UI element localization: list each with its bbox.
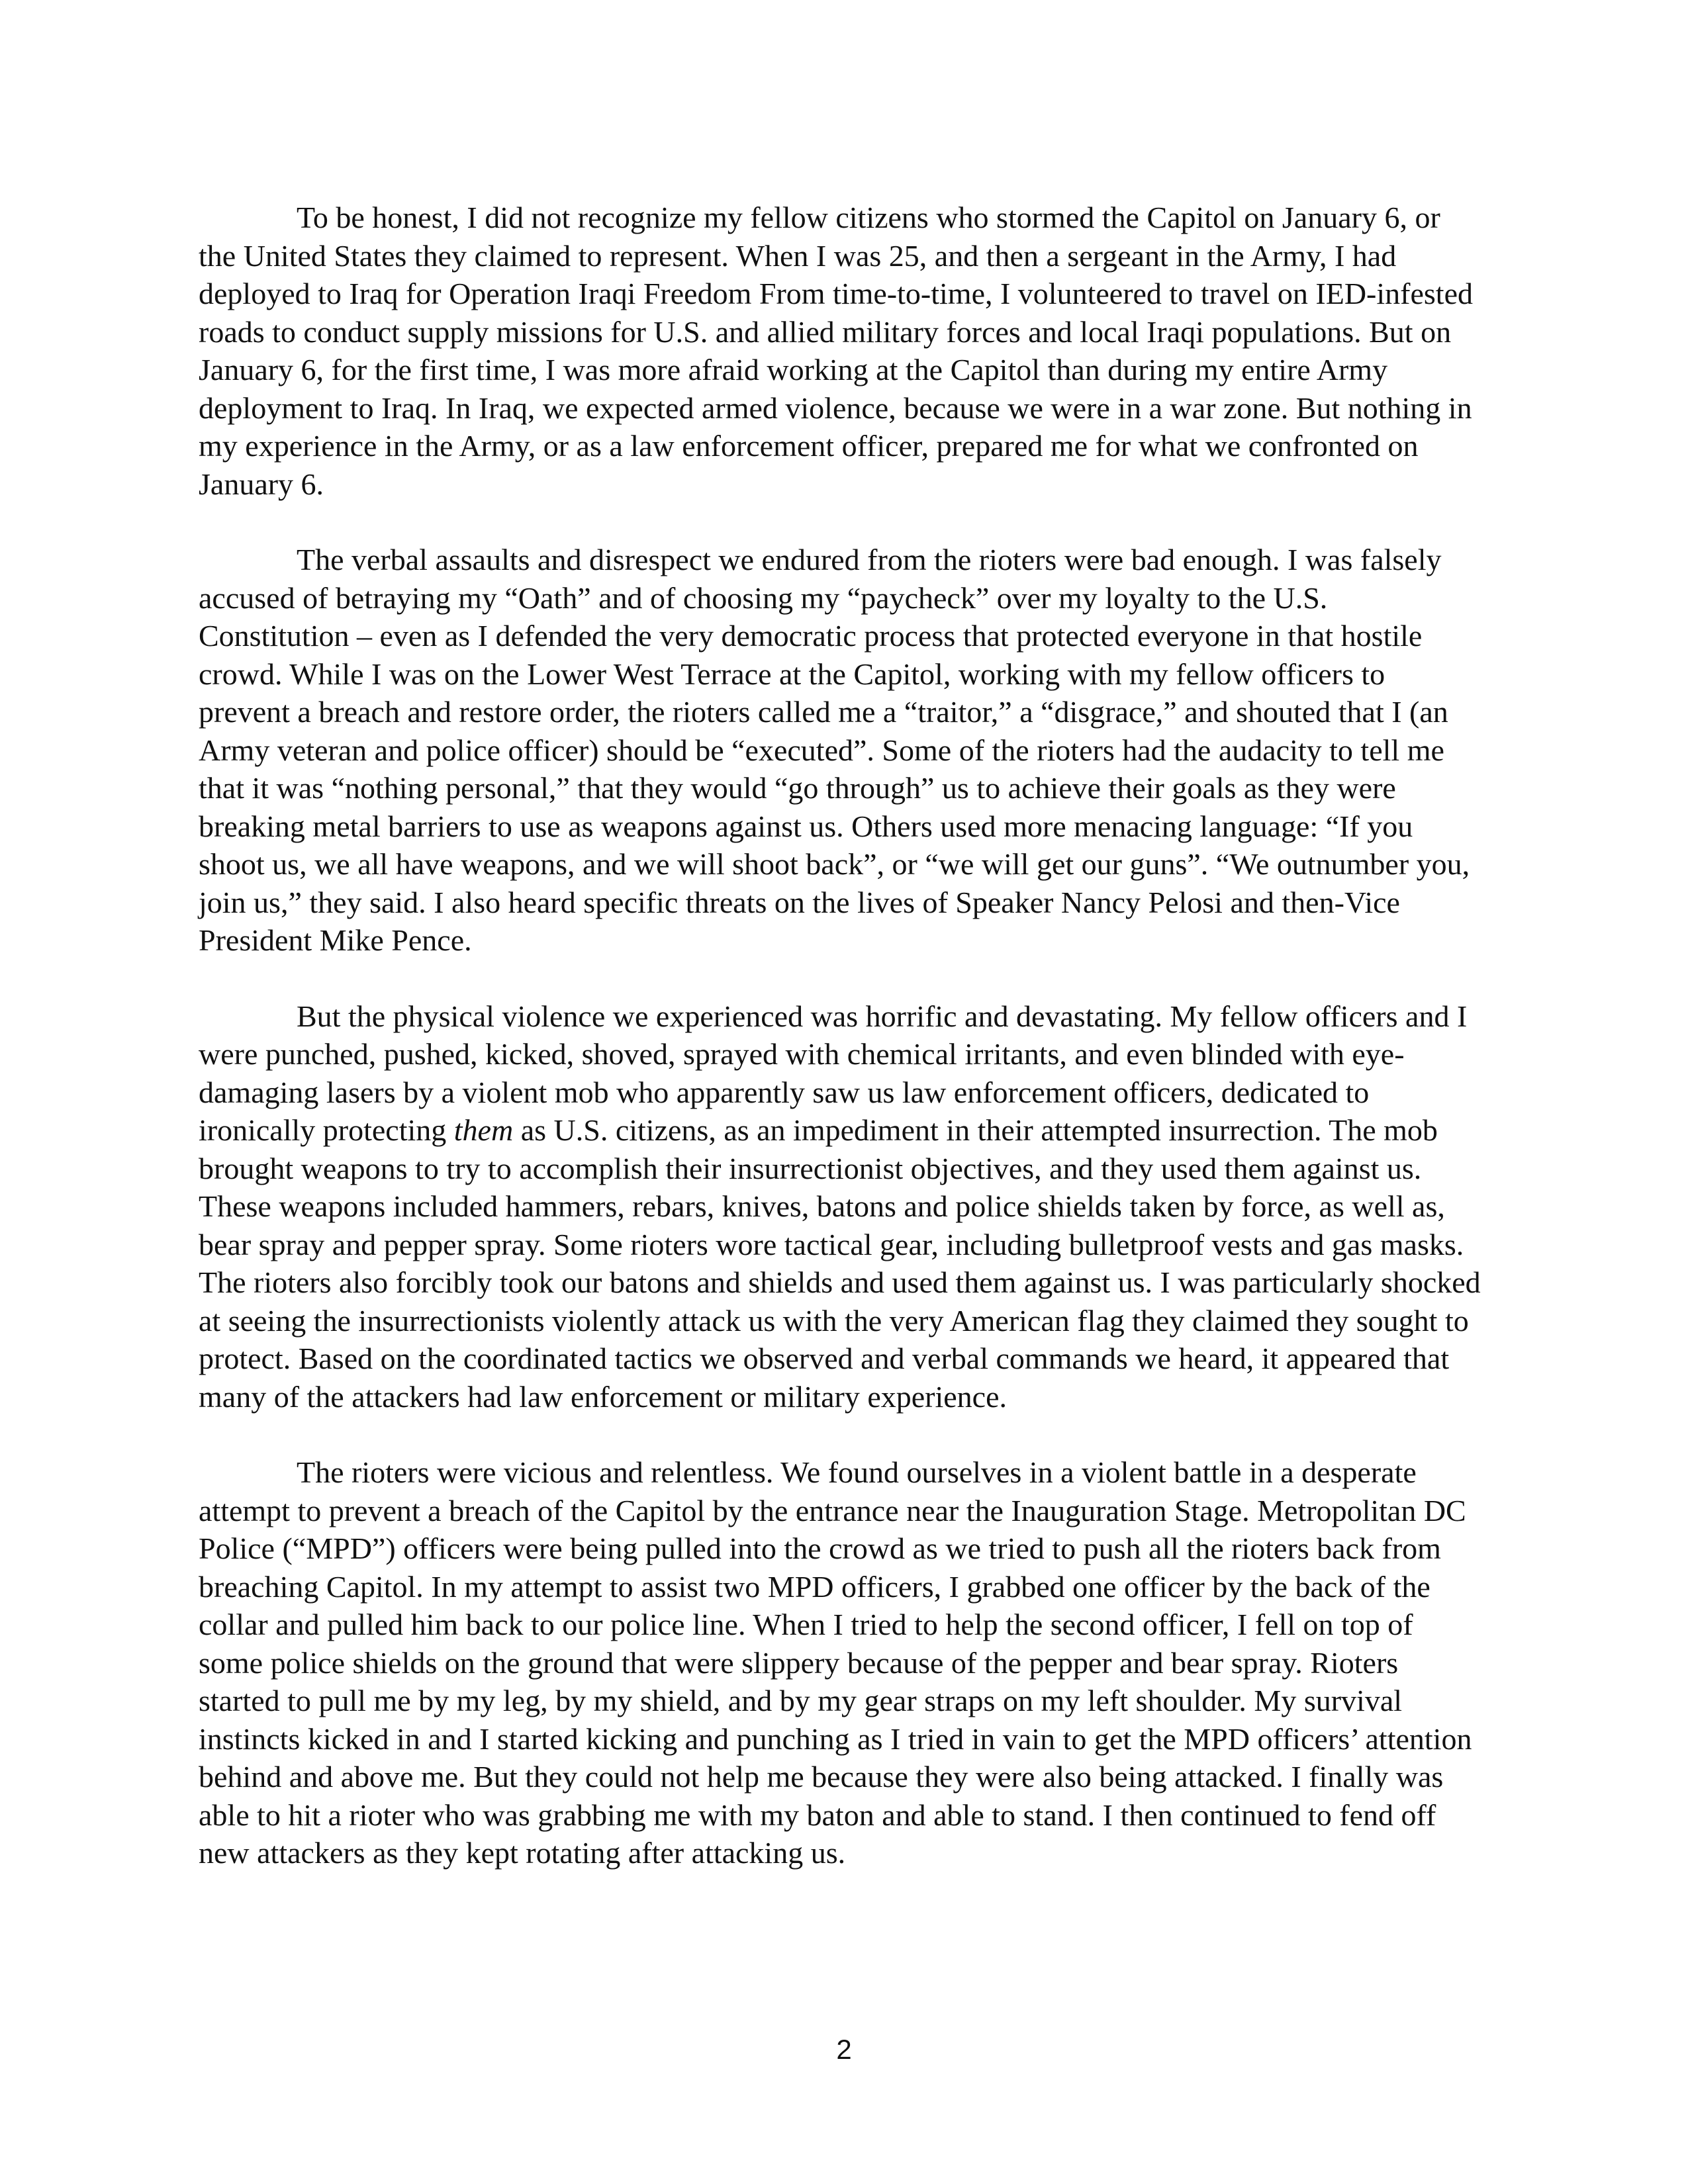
paragraph-3-text-part-2: as U.S. citizens, as an impediment in their attempted insurrection. The mob brought weapons to try to accomplish their insurrectionist objectives, and they used them against us. These weapons included hammers, rebars, knives, batons and police shields taken by force, as well as, bear spray and pepper spray. Some rioters wore tactical gear, including bulletproof vests and gas masks. The rioters also forcibly took our batons and shields and used them against us. I was particularly shocked at seeing the insurrectionists violently attack us with the very American flag they claimed they sought to protect. Based on the coordinated tactics we observed and verbal commands we heard, it appeared that many of the attackers had law enforcement or military experience. xyxy=(199,1113,1481,1414)
paragraph-4-text: The rioters were vicious and relentless. We found ourselves in a violent battle in a desperate attempt to prevent a breach of the Capitol by the entrance near the Inauguration Stage. Metropolitan DC Police (“MPD”) officers were being pulled into the crowd as we tried to push all the rioters back from breaching Capitol. In my attempt to assist two MPD officers, I grabbed one officer by the back of the collar and pulled him back to our police line. When I tried to help the second officer, I fell on top of some police shields on the ground that were slippery because of the pepper and bear spray. Rioters started to pull me by my leg, by my shield, and by my gear straps on my left shoulder. My survival instincts kicked in and I started kicking and punching as I tried in vain to get the MPD officers’ attention behind and above me. But they could not help me because they were also being attacked. I finally was able to hit a rioter who was grabbing me with my baton and able to stand. I then continued to fend off new attackers as they kept rotating after attacking us. xyxy=(199,1455,1472,1870)
paragraph-3 xyxy=(199,997,1483,1416)
paragraph-2 xyxy=(199,541,1483,960)
paragraph-1-text: To be honest, I did not recognize my fellow citizens who stormed the Capitol on January 6, or the United States they claimed to represent. When I was 25, and then a sergeant in the Army, I had deployed to Iraq for Operation Iraqi Freedom From time-to-time, I volunteered to travel on IED-infested roads to conduct supply missions for U.S. and allied military forces and local Iraqi populations. But on January 6, for the first time, I was more afraid working at the Capitol than during my entire Army deployment to Iraq. In Iraq, we expected armed violence, because we were in a war zone. But nothing in my experience in the Army, or as a law enforcement officer, prepared me for what we confronted on January 6. xyxy=(199,201,1473,501)
paragraph-3-emphasis: them xyxy=(453,1113,514,1147)
paragraph-2-text: The verbal assaults and disrespect we endured from the rioters were bad enough. I was falsely accused of betraying my “Oath” and of choosing my “paycheck” over my loyalty to the U.S. Constitution – even as I defended the very democratic process that protected everyone in that hostile crowd. While I was on the Lower West Terrace at the Capitol, working with my fellow officers to prevent a breach and restore order, the rioters called me a “traitor,” a “disgrace,” and shouted that I (an Army veteran and police officer) should be “executed”. Some of the rioters had the audacity to tell me that it was “nothing personal,” that they would “go through” us to achieve their goals as they were breaking metal barriers to use as weapons against us. Others used more menacing language: “If you shoot us, we all have weapons, and we will shoot back”, or “we will get our guns”. “We outnumber you, join us,” they said. I also heard specific threats on the lives of Speaker Nancy Pelosi and then-Vice President Mike Pence. xyxy=(199,543,1470,957)
page-number: 2 xyxy=(836,2034,852,2065)
paragraph-3-text-part-1: But the physical violence we experienced was horrific and devastating. My fellow officers and I were punched, pushed, kicked, shoved, sprayed with chemical irritants, and even blinded with eye-damaging lasers by a violent mob who apparently saw us law enforcement officers, dedicated to ironically protecting xyxy=(199,999,1468,1147)
paragraph-1 xyxy=(199,199,1483,503)
paragraph-4 xyxy=(199,1453,1483,1872)
document-body xyxy=(199,199,1483,1872)
